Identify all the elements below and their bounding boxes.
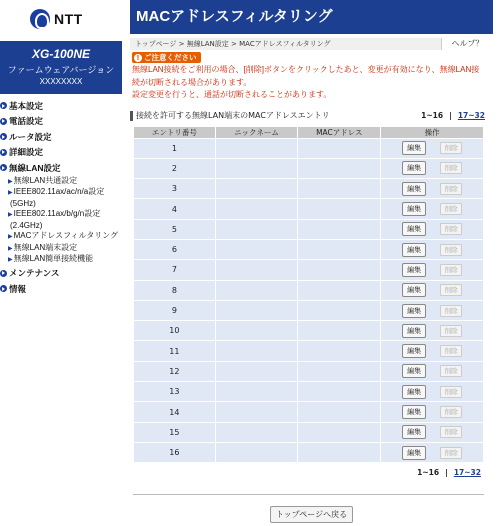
delete-button[interactable]: 削除 bbox=[440, 203, 462, 215]
table-row bbox=[134, 321, 484, 341]
entry-nickname bbox=[215, 341, 298, 361]
entry-nickname bbox=[215, 280, 298, 300]
entry-mac bbox=[298, 219, 381, 239]
nav-label: 詳細設定 bbox=[9, 147, 44, 158]
sidebar bbox=[0, 0, 122, 526]
entry-nickname bbox=[215, 321, 298, 341]
breadcrumb-current: MACアドレスフィルタリング bbox=[239, 40, 331, 48]
table-row bbox=[134, 341, 484, 361]
entry-nickname bbox=[215, 402, 298, 422]
arrow-right-icon bbox=[0, 133, 7, 140]
notice-line-1: 無線LAN接続をご利用の場合、[削除]ボタンをクリックしたあと、変更が有効になり、無線LAN接 bbox=[132, 65, 480, 74]
pager-current: 1~16 bbox=[421, 111, 444, 120]
nav-sub-label: 無線LAN端末設定 bbox=[13, 242, 78, 252]
ntt-logo-text: NTT bbox=[54, 11, 83, 27]
delete-button[interactable]: 削除 bbox=[440, 386, 462, 398]
entry-mac bbox=[298, 239, 381, 259]
table-row bbox=[134, 280, 484, 300]
nav-phone[interactable] bbox=[0, 114, 122, 130]
table-row bbox=[134, 361, 484, 381]
breadcrumb-separator: > bbox=[176, 40, 187, 48]
firmware-label: ファームウェアバージョン bbox=[7, 65, 115, 75]
table-row bbox=[134, 239, 484, 259]
pager-next-link[interactable]: 17~32 bbox=[453, 468, 481, 478]
entry-ops bbox=[381, 402, 484, 422]
entry-number: 11 bbox=[134, 341, 216, 361]
entry-ops bbox=[381, 341, 484, 361]
table-row bbox=[134, 402, 484, 422]
edit-button[interactable]: 編集 bbox=[402, 141, 426, 155]
table-row bbox=[134, 442, 484, 462]
ntt-logo-mark-icon bbox=[30, 9, 50, 29]
triangle-right-icon: ▶ bbox=[8, 178, 13, 185]
divider bbox=[133, 494, 484, 495]
notice-badge bbox=[132, 52, 201, 63]
nav-sub-label: 無線LAN共通設定 bbox=[13, 175, 78, 185]
delete-button[interactable]: 削除 bbox=[440, 345, 462, 357]
main-content bbox=[130, 0, 493, 526]
entry-mac bbox=[298, 382, 381, 402]
edit-button[interactable]: 編集 bbox=[402, 202, 426, 216]
triangle-right-icon: ▶ bbox=[8, 190, 13, 196]
delete-button[interactable]: 削除 bbox=[440, 142, 462, 154]
col-header-ops: 操作 bbox=[381, 126, 484, 138]
table-row bbox=[134, 158, 484, 178]
triangle-right-icon: ▶ bbox=[8, 212, 13, 218]
nav-sub-label: IEEE802.11ax/ac/n/a設定 bbox=[13, 187, 105, 196]
entry-mac bbox=[298, 199, 381, 219]
breadcrumb-wlan[interactable]: 無線LAN設定 bbox=[186, 40, 229, 48]
table-row bbox=[134, 219, 484, 239]
table-row bbox=[134, 199, 484, 219]
entry-mac bbox=[298, 321, 381, 341]
nav-sub-label: 無線LAN簡単接続機能 bbox=[13, 254, 94, 263]
entry-ops bbox=[381, 422, 484, 442]
entry-number: 1 bbox=[134, 138, 216, 158]
entry-number: 15 bbox=[134, 422, 216, 442]
entry-ops bbox=[381, 442, 484, 462]
entry-mac bbox=[298, 361, 381, 381]
entry-nickname bbox=[215, 239, 298, 259]
edit-button[interactable]: 編集 bbox=[402, 385, 426, 399]
edit-button[interactable]: 編集 bbox=[402, 405, 426, 419]
nav-label: 無線LAN設定 bbox=[9, 162, 61, 173]
entry-ops bbox=[381, 199, 484, 219]
edit-button[interactable]: 編集 bbox=[402, 243, 426, 257]
table-row bbox=[134, 138, 484, 158]
edit-button[interactable]: 編集 bbox=[402, 446, 426, 460]
edit-button[interactable]: 編集 bbox=[402, 344, 426, 358]
nav-sub-label: MACアドレスフィルタリング bbox=[13, 231, 119, 240]
entry-ops bbox=[381, 219, 484, 239]
triangle-right-icon: ▶ bbox=[8, 245, 13, 252]
entry-nickname bbox=[215, 422, 298, 442]
delete-button[interactable]: 削除 bbox=[440, 406, 462, 418]
pager-separator: | bbox=[445, 468, 448, 478]
entry-ops bbox=[381, 239, 484, 259]
nav-label: 情報 bbox=[9, 283, 27, 294]
col-header-mac: MACアドレス bbox=[298, 126, 381, 138]
arrow-right-icon bbox=[0, 164, 7, 171]
entry-number: 6 bbox=[134, 239, 216, 259]
entry-number: 14 bbox=[134, 402, 216, 422]
nav-wlan-terminal[interactable] bbox=[0, 243, 122, 255]
entry-mac bbox=[298, 422, 381, 442]
nav-advanced[interactable] bbox=[0, 145, 122, 161]
table-row bbox=[134, 300, 484, 320]
nav-wlan[interactable] bbox=[0, 160, 122, 176]
nav-wlan-5ghz[interactable] bbox=[0, 187, 122, 199]
device-info-box bbox=[0, 41, 122, 94]
table-row bbox=[134, 382, 484, 402]
nav-label: ルータ設定 bbox=[9, 131, 52, 142]
entry-nickname bbox=[215, 382, 298, 402]
entry-mac bbox=[298, 442, 381, 462]
delete-button[interactable]: 削除 bbox=[440, 426, 462, 438]
entry-ops bbox=[381, 179, 484, 199]
entry-number: 3 bbox=[134, 179, 216, 199]
nav-basic[interactable] bbox=[0, 98, 122, 114]
exclamation-icon: ! bbox=[134, 54, 142, 62]
pager-bottom bbox=[130, 468, 493, 480]
entry-nickname bbox=[215, 219, 298, 239]
table-row bbox=[134, 260, 484, 280]
notice-block bbox=[130, 52, 493, 101]
entry-nickname bbox=[215, 138, 298, 158]
delete-button[interactable]: 削除 bbox=[440, 183, 462, 195]
arrow-right-icon bbox=[0, 285, 7, 292]
ntt-logo bbox=[0, 0, 122, 38]
entry-nickname bbox=[215, 300, 298, 320]
delete-button[interactable]: 削除 bbox=[440, 305, 462, 317]
edit-button[interactable]: 編集 bbox=[402, 222, 426, 236]
delete-button[interactable]: 削除 bbox=[440, 284, 462, 296]
nav-label: メンテナンス bbox=[9, 268, 60, 279]
nav-router[interactable] bbox=[0, 129, 122, 145]
breadcrumb-bar bbox=[130, 38, 493, 50]
nav-wlan-easy[interactable] bbox=[0, 254, 122, 266]
breadcrumb bbox=[130, 38, 441, 50]
pager-separator: | bbox=[449, 111, 452, 120]
entry-mac bbox=[298, 341, 381, 361]
nav-label: 電話設定 bbox=[9, 116, 44, 127]
col-header-nickname: ニックネーム bbox=[215, 126, 298, 138]
table-row bbox=[134, 422, 484, 442]
entry-mac bbox=[298, 138, 381, 158]
entry-number: 13 bbox=[134, 382, 216, 402]
delete-button[interactable]: 削除 bbox=[440, 365, 462, 377]
entry-ops bbox=[381, 361, 484, 381]
nav-label: 基本設定 bbox=[9, 100, 44, 111]
firmware-version: XXXXXXXX bbox=[39, 77, 83, 86]
pager-current: 1~16 bbox=[417, 468, 440, 478]
help-link[interactable]: ヘルプ？ bbox=[441, 38, 493, 50]
nav-maintenance[interactable] bbox=[0, 266, 122, 282]
model-name: XG-100NE bbox=[31, 47, 91, 61]
triangle-right-icon: ▶ bbox=[8, 234, 13, 240]
entry-ops bbox=[381, 382, 484, 402]
edit-button[interactable]: 編集 bbox=[402, 283, 426, 297]
entry-mac bbox=[298, 300, 381, 320]
nav-wlan-macfilter[interactable] bbox=[0, 231, 122, 243]
pager-next-link[interactable]: 17~32 bbox=[457, 111, 485, 120]
edit-button[interactable]: 編集 bbox=[402, 161, 426, 175]
edit-button[interactable]: 編集 bbox=[402, 425, 426, 439]
entry-nickname bbox=[215, 361, 298, 381]
entry-ops bbox=[381, 138, 484, 158]
entry-number: 4 bbox=[134, 199, 216, 219]
entry-mac bbox=[298, 158, 381, 178]
delete-button[interactable]: 削除 bbox=[440, 325, 462, 337]
entry-ops bbox=[381, 300, 484, 320]
entry-ops bbox=[381, 260, 484, 280]
edit-button[interactable]: 編集 bbox=[402, 364, 426, 378]
side-nav bbox=[0, 98, 122, 297]
col-header-no: エントリ番号 bbox=[134, 126, 216, 138]
nav-wlan-5ghz-band[interactable] bbox=[0, 199, 122, 210]
section-title: 接続を許可する無線LAN端末のMACアドレスエントリ bbox=[136, 111, 330, 120]
entry-ops bbox=[381, 321, 484, 341]
section-bar-marker bbox=[130, 111, 133, 121]
nav-wlan-common[interactable] bbox=[0, 176, 122, 188]
entry-nickname bbox=[215, 158, 298, 178]
arrow-right-icon bbox=[0, 270, 7, 277]
nav-info[interactable] bbox=[0, 281, 122, 297]
entry-nickname bbox=[215, 179, 298, 199]
section-header bbox=[130, 110, 493, 122]
mac-entry-table bbox=[133, 126, 484, 464]
edit-button[interactable]: 編集 bbox=[402, 263, 426, 277]
entry-number: 12 bbox=[134, 361, 216, 381]
arrow-right-icon bbox=[0, 102, 7, 109]
entry-number: 9 bbox=[134, 300, 216, 320]
notice-line-3: 設定変更を行うと、通話が切断されることがあります。 bbox=[132, 90, 332, 99]
nav-wlan-24ghz-band[interactable] bbox=[0, 221, 122, 232]
arrow-right-icon bbox=[0, 149, 7, 156]
delete-button[interactable]: 削除 bbox=[440, 162, 462, 174]
entry-ops bbox=[381, 158, 484, 178]
nav-sub-label: IEEE802.11ax/b/g/n設定 bbox=[13, 209, 101, 218]
entry-number: 16 bbox=[134, 442, 216, 462]
entry-number: 2 bbox=[134, 158, 216, 178]
delete-button[interactable]: 削除 bbox=[440, 447, 462, 459]
arrow-right-icon bbox=[0, 118, 7, 125]
pager-top bbox=[421, 111, 485, 120]
back-to-top-button[interactable]: トップページへ戻る bbox=[270, 506, 353, 523]
entry-number: 5 bbox=[134, 219, 216, 239]
entry-mac bbox=[298, 280, 381, 300]
nav-sub-label: (2.4GHz) bbox=[10, 220, 43, 230]
entry-number: 7 bbox=[134, 260, 216, 280]
entry-number: 8 bbox=[134, 280, 216, 300]
notice-line-2: 続が切断される場合があります。 bbox=[132, 77, 252, 87]
notice-badge-label: ご注意ください bbox=[144, 53, 197, 62]
triangle-right-icon: ▶ bbox=[8, 257, 13, 263]
edit-button[interactable]: 編集 bbox=[402, 324, 426, 338]
entry-mac bbox=[298, 260, 381, 280]
table-header-row bbox=[134, 126, 484, 138]
breadcrumb-top[interactable]: トップページ bbox=[135, 40, 177, 48]
breadcrumb-separator: > bbox=[228, 40, 240, 48]
edit-button[interactable]: 編集 bbox=[402, 182, 426, 196]
delete-button[interactable]: 削除 bbox=[440, 223, 462, 235]
delete-button[interactable]: 削除 bbox=[440, 244, 462, 256]
entry-nickname bbox=[215, 199, 298, 219]
entry-mac bbox=[298, 179, 381, 199]
entry-nickname bbox=[215, 260, 298, 280]
entry-mac bbox=[298, 402, 381, 422]
nav-wlan-24ghz[interactable] bbox=[0, 209, 122, 221]
delete-button[interactable]: 削除 bbox=[440, 264, 462, 276]
entry-nickname bbox=[215, 442, 298, 462]
edit-button[interactable]: 編集 bbox=[402, 304, 426, 318]
page-title: MACアドレスフィルタリング bbox=[130, 0, 493, 34]
entry-ops bbox=[381, 280, 484, 300]
nav-sub-label: (5GHz) bbox=[10, 198, 36, 208]
table-row bbox=[134, 179, 484, 199]
entry-number: 10 bbox=[134, 321, 216, 341]
